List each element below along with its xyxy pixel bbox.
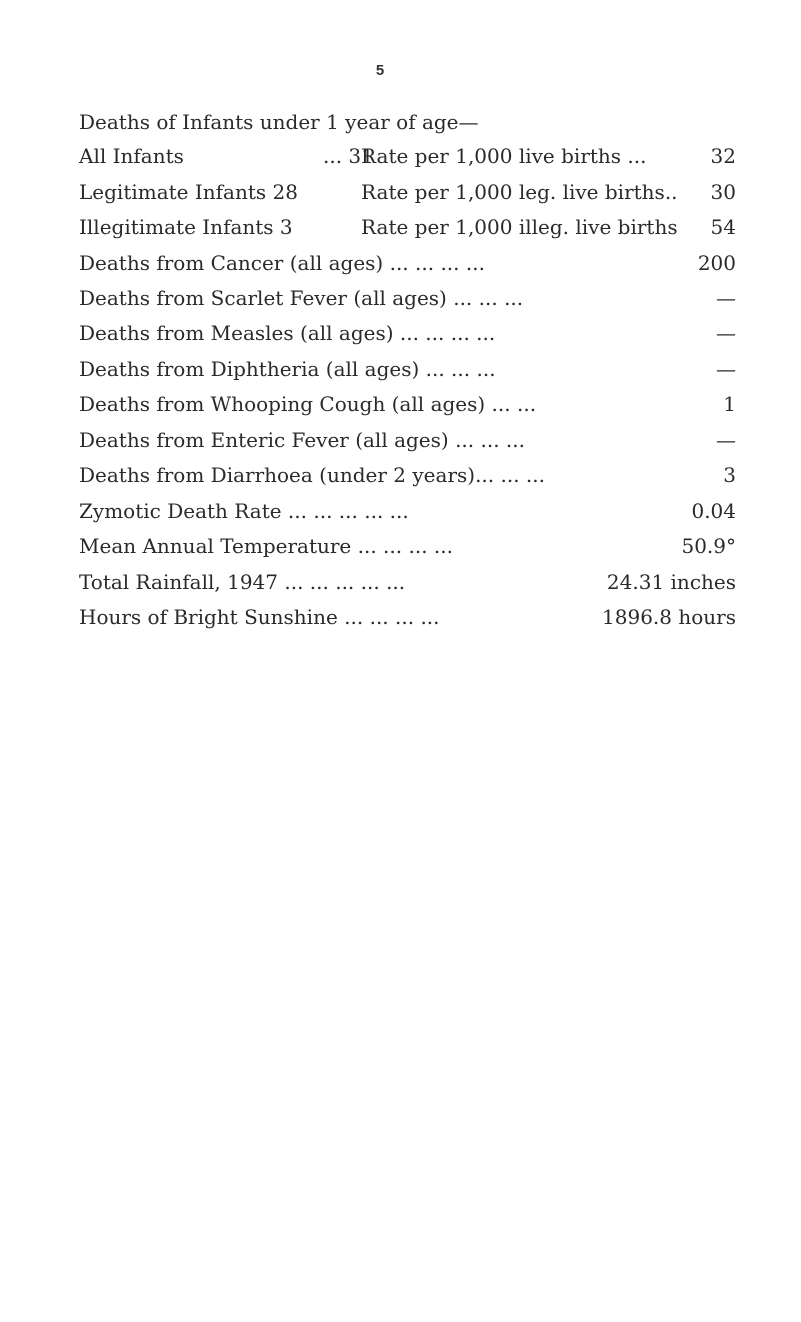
stat-label: Hours of Bright Sunshine ... ... ... ... [79, 605, 440, 629]
infant-label: Legitimate Infants 28 [79, 180, 298, 204]
stat-row-scarlet-fever [79, 286, 736, 320]
stat-value: 50.9° [681, 534, 736, 558]
stat-value: — [716, 428, 736, 452]
stat-label: Mean Annual Temperature ... ... ... ... [79, 534, 453, 558]
stat-value: 1 [723, 392, 736, 416]
stat-label: Zymotic Death Rate ... ... ... ... ... [79, 499, 409, 523]
stat-label: Total Rainfall, 1947 ... ... ... ... ... [79, 570, 406, 594]
infant-count: ... 31 [323, 144, 374, 168]
stat-label: Deaths from Diphtheria (all ages) ... ... ... [79, 357, 496, 381]
stat-value: — [716, 357, 736, 381]
infant-rate: 32 [710, 144, 736, 168]
stat-row-zymotic-death-rate [79, 499, 736, 533]
infant-row-illegitimate [79, 215, 736, 249]
stat-row-measles [79, 321, 736, 355]
stat-row-total-rainfall [79, 570, 736, 604]
stat-label: Deaths from Scarlet Fever (all ages) ... ... ... [79, 286, 524, 310]
infant-row-legitimate [79, 180, 736, 214]
stat-value: 24.31 inches [606, 570, 736, 594]
infant-row-all [79, 144, 736, 178]
stat-value: 3 [723, 463, 736, 487]
infant-label: All Infants [79, 144, 184, 168]
stat-label: Deaths from Measles (all ages) ... ... ... ... [79, 321, 496, 345]
stat-label: Deaths from Whooping Cough (all ages) ... ... [79, 392, 537, 416]
stat-row-enteric-fever [79, 428, 736, 462]
stat-value: — [716, 321, 736, 345]
stat-row-bright-sunshine [79, 605, 736, 639]
stat-row-diarrhoea [79, 463, 736, 497]
infant-rate: 54 [710, 215, 736, 239]
stat-value: 200 [697, 251, 736, 275]
stat-label: Deaths from Enteric Fever (all ages) ... ... ... [79, 428, 525, 452]
infant-rate-label: Rate per 1,000 leg. live births.. [361, 180, 678, 204]
infant-rate-label: Rate per 1,000 illeg. live births [361, 215, 678, 239]
stat-value: 1896.8 hours [602, 605, 736, 629]
stat-value: — [716, 286, 736, 310]
section-heading: Deaths of Infants under 1 year of age— [79, 110, 479, 134]
stat-row-mean-temperature [79, 534, 736, 568]
stat-label: Deaths from Cancer (all ages) ... ... ... ... [79, 251, 485, 275]
infant-rate-label: Rate per 1,000 live births ... [361, 144, 647, 168]
stat-row-diphtheria [79, 357, 736, 391]
stat-label: Deaths from Diarrhoea (under 2 years)... ... ... [79, 463, 545, 487]
stat-value: 0.04 [691, 499, 736, 523]
stat-row-whooping-cough [79, 392, 736, 426]
infant-rate: 30 [710, 180, 736, 204]
stat-row-cancer [79, 251, 736, 285]
page-number: 5 [375, 62, 385, 79]
infant-label: Illegitimate Infants 3 [79, 215, 293, 239]
